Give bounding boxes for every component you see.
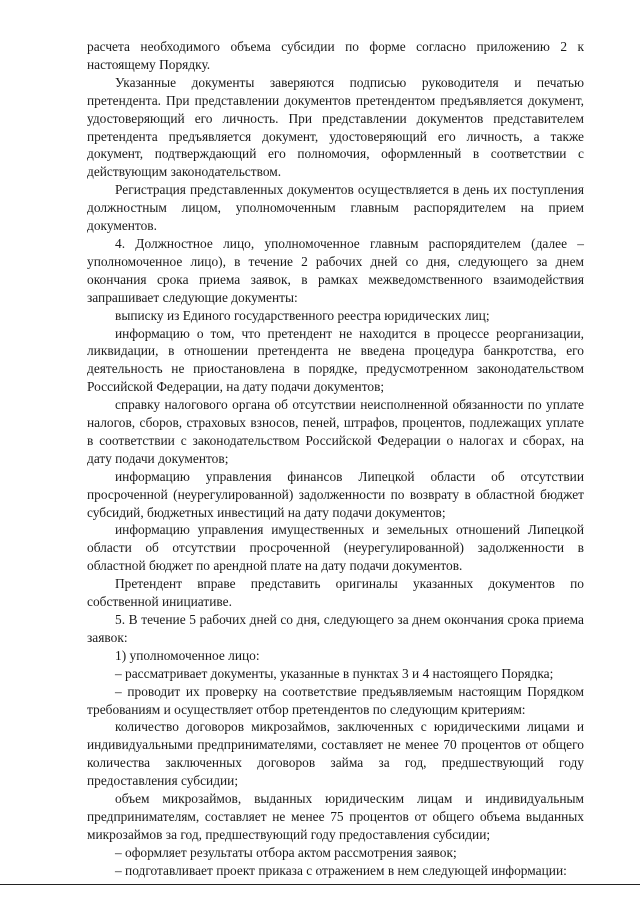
- paragraph-prepares-order: – подготавливает проект приказа с отражением в нем следующей информации:: [115, 862, 567, 878]
- paragraph-criterion-volume: объем микрозаймов, выданных юридическим лицам и индивидуальным предпринимателям, составляет не менее 75 процентов от общего объема выданных микрозаймов за год, предшествующий году предоставления субсидии;: [87, 791, 584, 842]
- page-bottom-rule: [0, 884, 640, 885]
- paragraph-conducts-check: – проводит их проверку на соответствие предъявляемым настоящим Порядком требованиям и осуществляет отбор претендентов по следующим критериям:: [87, 683, 584, 717]
- document-page: [87, 38, 584, 880]
- paragraph-reviews-documents: – рассматривает документы, указанные в пунктах 3 и 4 настоящего Порядка;: [115, 665, 554, 681]
- paragraph-subsidy-calc-form: расчета необходимого объема субсидии по форме согласно приложению 2 к настоящему Порядку.: [87, 39, 584, 72]
- paragraph-criterion-count: количество договоров микрозаймов, заключенных с юридическими лицами и индивидуальными предпринимателями, составляет не менее 70 процентов от общего количества заключенных договоров займа за год, предшествующий году предоставления субсидии;: [87, 719, 584, 789]
- paragraph-item-5: 5. В течение 5 рабочих дней со дня, следующего за днем окончания срока приема заявок:: [87, 612, 584, 645]
- paragraph-tax-certificate: справку налогового органа об отсутствии неисполненной обязанности по уплате налогов, сборов, страховых взносов, пеней, штрафов, процентов, подлежащих уплате в соответствии с законодательством Российской Федерации о налогах и сборах, на дату подачи документов;: [87, 397, 584, 466]
- paragraph-documents-certification: Указанные документы заверяются подписью руководителя и печатью претендента. При представлении документов претендентом предъявляется документ, удостоверяющий его личность. При представлении документов представителем претендента предъявляется документ, удостоверяющий его личность, а также документ, подтверждающий его полномочия, оформленный в соответствии с действующим законодательством.: [87, 74, 584, 180]
- paragraph-registration: Регистрация представленных документов осуществляется в день их поступления должностным лицом, уполномоченным главным распорядителем на прием документов.: [87, 182, 584, 234]
- paragraph-egrul-extract: выписку из Единого государственного реестра юридических лиц;: [115, 307, 490, 323]
- paragraph-formalizes-results: – оформляет результаты отбора актом рассмотрения заявок;: [115, 844, 457, 860]
- paragraph-subitem-1: 1) уполномоченное лицо:: [115, 647, 260, 663]
- paragraph-finance-dept-info: информацию управления финансов Липецкой области об отсутствии просроченной (неурегулированной) задолженности по возврату в областной бюджет субсидий, бюджетных инвестиций на дату подачи документов;: [87, 468, 584, 520]
- paragraph-originals-right: Претендент вправе представить оригиналы указанных документов по собственной инициативе.: [87, 576, 584, 610]
- paragraph-item-4: 4. Должностное лицо, уполномоченное главным распорядителем (далее – уполномоченное лицо), в течение 2 рабочих дней со дня, следующего за днем окончания срока приема заявок, в рамках межведомственного взаимодействия запрашивает следующие документы:: [87, 235, 584, 305]
- paragraph-property-dept-info: информацию управления имущественных и земельных отношений Липецкой области об отсутствии просроченной (неурегулированной) задолженности в областной бюджет по арендной плате на дату подачи документов.: [87, 522, 584, 574]
- paragraph-reorganization-info: информацию о том, что претендент не находится в процессе реорганизации, ликвидации, в отношении претендента не введена процедура банкротства, его деятельность не приостановлена в порядке, предусмотренном законодательством Российской Федерации, на дату подачи документов;: [87, 325, 584, 395]
